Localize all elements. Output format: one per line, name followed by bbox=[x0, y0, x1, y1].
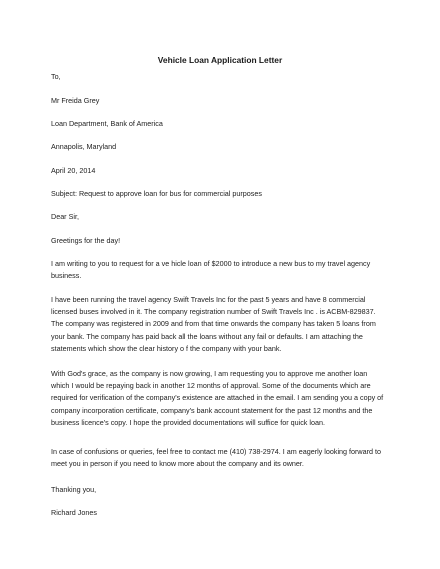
letter-date: April 20, 2014 bbox=[51, 166, 96, 175]
paragraph-line: I have been running the travel agency Swift Travels Inc for the past 5 years and have 8 commercial bbox=[51, 295, 366, 304]
paragraph-documents bbox=[51, 368, 391, 429]
paragraph-contact bbox=[51, 446, 391, 470]
recipient-location: Annapolis, Maryland bbox=[51, 142, 117, 151]
paragraph-line: your bank. The company has paid back all the loans without any fail or defaults. I am attaching the bbox=[51, 331, 363, 341]
letter-subject: Subject: Request to approve loan for bus for commercial purposes bbox=[51, 189, 262, 198]
paragraph-line: meet you in person if you need to know more about the company and its owner. bbox=[51, 459, 304, 469]
salutation-to: To, bbox=[51, 72, 61, 81]
paragraph-loan-request bbox=[51, 258, 391, 282]
recipient-name: Mr Freida Grey bbox=[51, 96, 100, 105]
letter-greeting: Dear Sir, bbox=[51, 212, 79, 221]
paragraph-line: The company was registered in 2009 and from that time onwards the company has taken 5 loans from bbox=[51, 319, 376, 329]
recipient-department: Loan Department, Bank of America bbox=[51, 119, 163, 128]
paragraph-line: business licence's copy. I hope the provided documentations will suffice for quick loan. bbox=[51, 417, 325, 427]
letter-signature: Richard Jones bbox=[51, 508, 97, 517]
paragraph-line: With God's grace, as the company is now growing, I am requesting you to approve me another loan bbox=[51, 369, 368, 378]
paragraph-line: required for verification of the company's existence are attached in the email. I am sending you a copy of bbox=[51, 393, 384, 403]
paragraph-line: In case of confusions or queries, feel free to contact me (410) 738-2974. I am eagerly looking forward to bbox=[51, 447, 382, 456]
greetings-line: Greetings for the day! bbox=[51, 236, 121, 245]
paragraph-company-history bbox=[51, 294, 391, 355]
paragraph-line: company incorporation certificate, company's bank account statement for the past 12 months and the bbox=[51, 405, 373, 415]
paragraph-line: which I would be repaying back in another 12 months of approval. Some of the documents which are bbox=[51, 381, 371, 391]
paragraph-line: licensed buses involved in it. The company registration number of Swift Travels Inc . is ACBM-829837. bbox=[51, 307, 376, 317]
paragraph-line: business. bbox=[51, 271, 82, 281]
paragraph-line: statements which show the clear history o f the company with your bank. bbox=[51, 343, 282, 353]
paragraph-line: I am writing to you to request for a ve hicle loan of $2000 to introduce a new bus to my travel agency bbox=[51, 259, 371, 268]
letter-title: Vehicle Loan Application Letter bbox=[157, 55, 283, 65]
letter-closing: Thanking you, bbox=[51, 485, 97, 494]
